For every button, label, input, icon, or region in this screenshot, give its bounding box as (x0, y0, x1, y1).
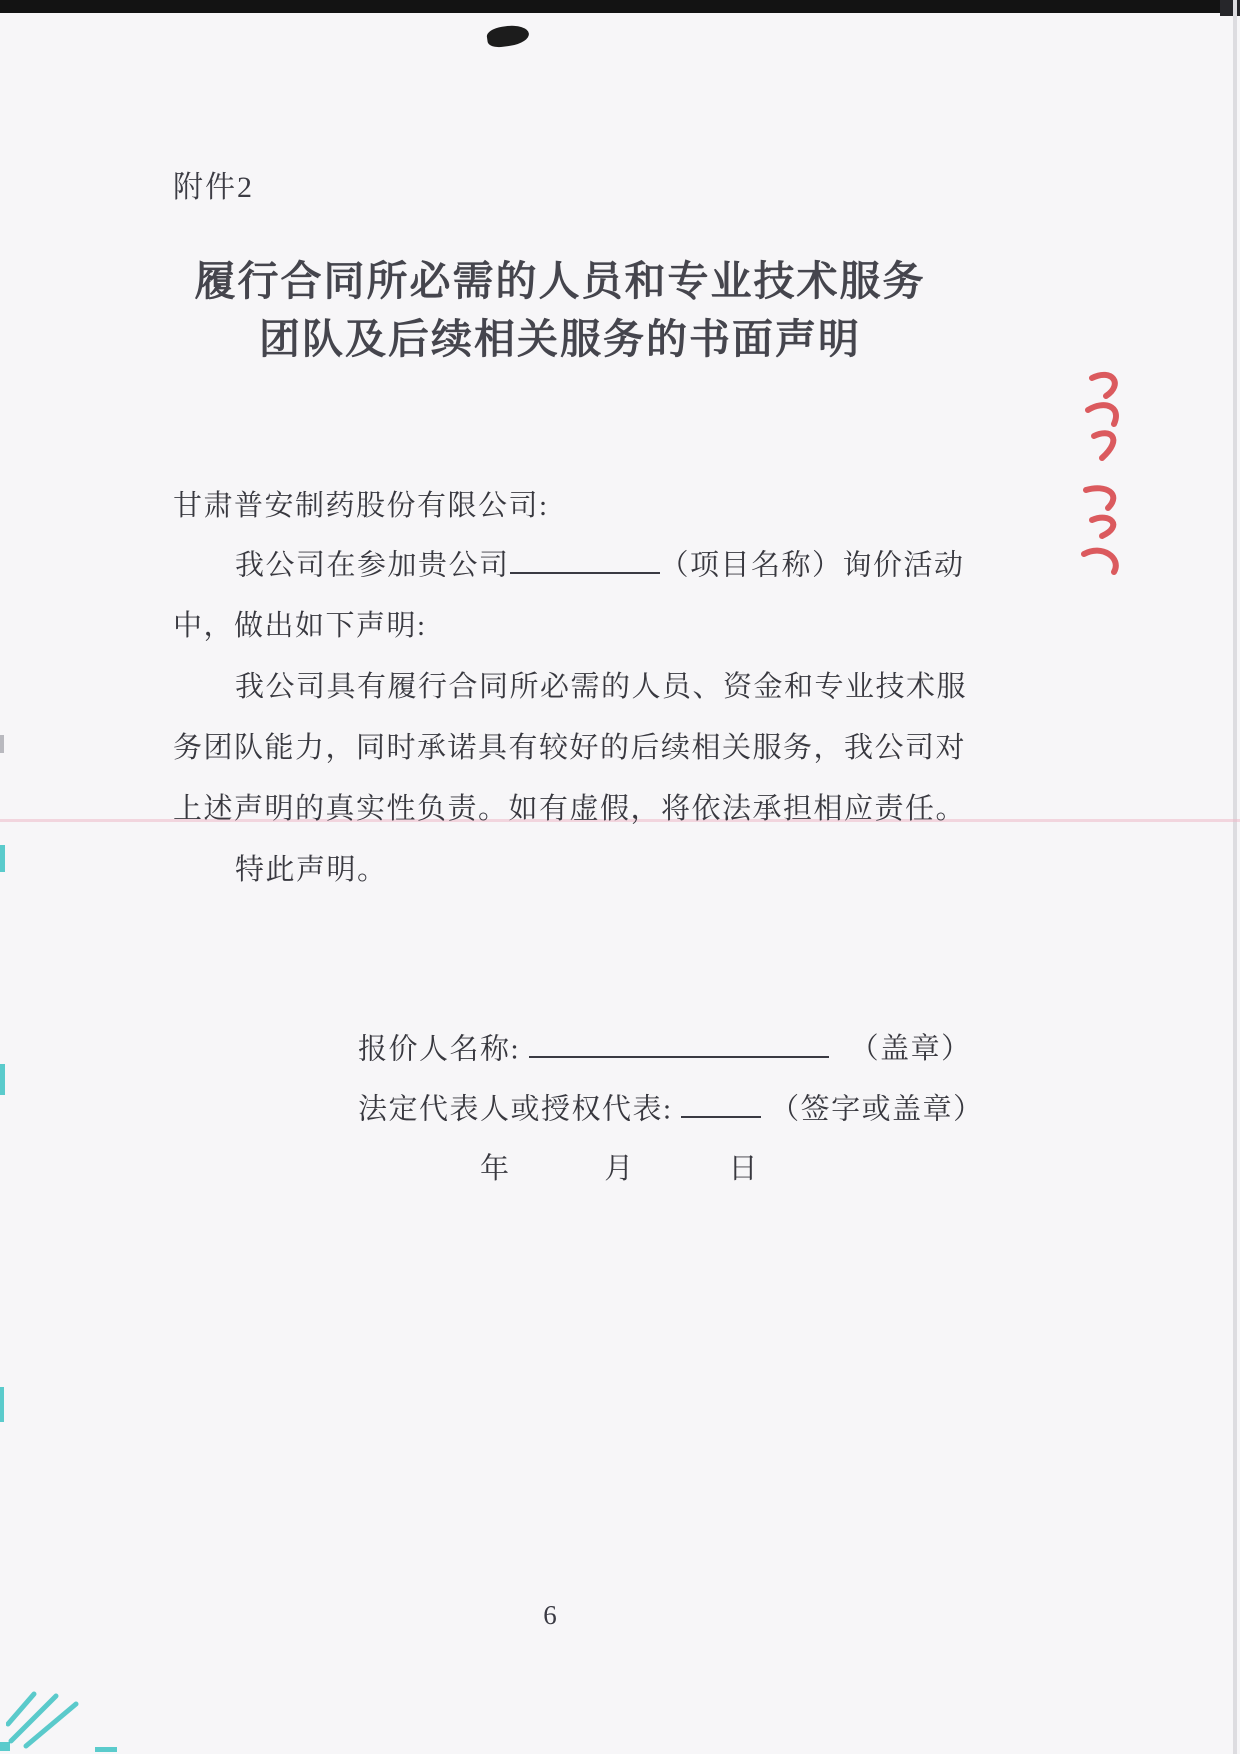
closing-statement: 特此声明。 (235, 854, 388, 886)
registration-mark (0, 845, 5, 872)
page-right-edge-shadow (1233, 0, 1237, 1754)
date-month-label: 月 (604, 1153, 635, 1185)
paragraph1-text-after-blank: （项目名称）询价活动 (659, 549, 965, 582)
scanner-corner-mark (1220, 0, 1240, 16)
bidder-name-label: 报价人名称: (358, 1033, 521, 1066)
document-title-line1: 履行合同所必需的人员和专业技术服务 (194, 258, 926, 304)
representative-label: 法定代表人或授权代表: (358, 1093, 673, 1126)
bidder-name-line (358, 1026, 972, 1067)
page-number: 6 (543, 1600, 557, 1630)
paragraph2-line3: 上述声明的真实性负责。如有虚假，将依法承担相应责任。 (173, 793, 967, 825)
paragraph1-line2: 中，做出如下声明: (173, 610, 427, 642)
representative-line (358, 1086, 984, 1127)
bidder-name-blank (529, 1026, 829, 1058)
scanner-edge-bar (0, 0, 1240, 13)
registration-mark (0, 1064, 5, 1095)
red-stamp-fragment (1084, 366, 1128, 466)
project-name-blank (510, 542, 660, 574)
teal-scribble-mark (6, 1686, 91, 1750)
attachment-label: 附件2 (173, 171, 254, 204)
paragraph1-text-before-blank: 我公司在参加贵公司 (235, 549, 510, 582)
document-title (140, 252, 980, 368)
registration-mark (95, 1747, 117, 1752)
ink-blot-artifact (486, 23, 530, 49)
paragraph1-line1 (235, 542, 965, 583)
red-stamp-fragment (1080, 480, 1128, 578)
registration-mark (0, 1387, 4, 1422)
date-year-label: 年 (480, 1153, 511, 1185)
document-title-line2: 团队及后续相关服务的书面声明 (259, 316, 861, 362)
date-line (480, 1146, 759, 1187)
paragraph2-line2: 务团队能力，同时承诺具有较好的后续相关服务，我公司对 (173, 732, 967, 764)
salutation: 甘肃普安制药股份有限公司: (173, 490, 549, 522)
signature-seal-note: （签字或盖章） (770, 1093, 984, 1126)
representative-blank (681, 1086, 761, 1118)
seal-note: （盖章） (849, 1033, 972, 1066)
scan-edge-dash (0, 735, 4, 753)
date-day-label: 日 (728, 1153, 760, 1185)
paragraph2-line1: 我公司具有履行合同所必需的人员、资金和专业技术服 (235, 671, 968, 703)
